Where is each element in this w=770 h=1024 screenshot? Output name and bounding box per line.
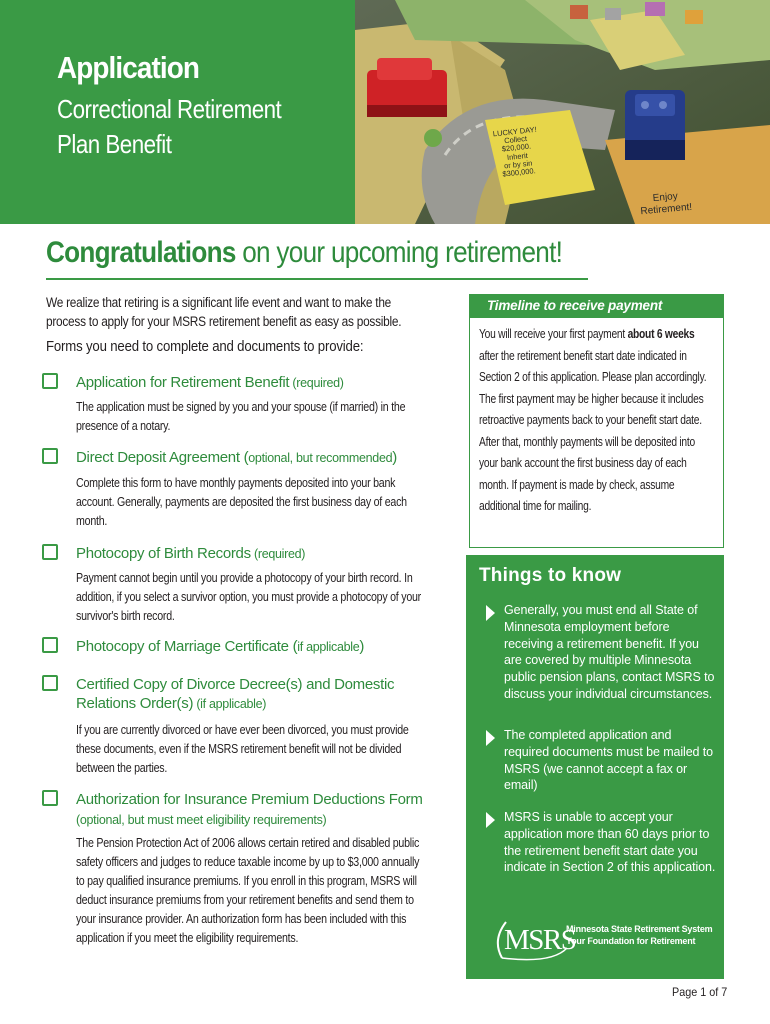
item-description: Complete this form to have monthly payments deposited into your bank account. Generally, payments are deposited the first business day of each month.: [76, 475, 407, 528]
checkbox-application[interactable]: [42, 373, 58, 389]
item-description: The application must be signed by you and your spouse (if married) in the presence of a notary.: [76, 399, 406, 433]
forms-heading: Forms you need to complete and documents to provide:: [46, 338, 364, 355]
headline-divider: [46, 278, 588, 280]
item-note: (optional, but must meet eligibility requirements): [76, 813, 327, 827]
intro-paragraph: We realize that retiring is a significant life event and want to make the process to apply for your MSRS retirement benefit as easy as possible.: [46, 295, 402, 329]
checkbox-direct-deposit[interactable]: [42, 448, 58, 464]
know-bullet-text: Generally, you must end all State of Minnesota employment before receiving a retirement benefit. If you are covered by multiple Minnesota public pension plans, contact MSRS to discuss your individual circumstances.: [504, 603, 715, 701]
item-title: [76, 448, 456, 468]
item-title-end: ): [392, 449, 397, 466]
headline: [46, 236, 562, 270]
item-title-end: ): [359, 638, 365, 655]
headline-bold: Congratulations: [46, 236, 236, 269]
know-bullet-text: MSRS is unable to accept your application more than 60 days prior to the retirement benefit start date you indicate in Section 2 of this application.: [504, 810, 716, 875]
page-subtitle: Correctional Retirement Plan Benefit: [57, 94, 282, 159]
timeline-text: [479, 324, 709, 518]
item-title-text: Authorization for Insurance Premium Deductions Form: [76, 791, 423, 808]
logo-line1: Minnesota State Retirement System: [566, 924, 713, 934]
timeline-text-start: You will receive your first payment: [479, 327, 628, 341]
things-to-know-title: Things to know: [479, 565, 622, 586]
item-title-text: Certified Copy of Divorce Decree(s) and Domestic Relations Order(s): [76, 676, 395, 712]
item-title: [76, 544, 456, 564]
logo-mark: MSRS: [504, 924, 576, 956]
timeline-text-bold: about 6 weeks: [627, 327, 695, 341]
item-title: [76, 373, 456, 393]
item-title: [76, 675, 436, 714]
board-game-photo: [355, 0, 770, 224]
enjoy-retirement-tile-text: Enjoy Retirement!: [640, 190, 693, 218]
know-bullet-text: The completed application and required documents must be mailed to MSRS (we cannot accept a fax or email): [504, 728, 714, 793]
item-description: Payment cannot begin until you provide a photocopy of your birth record. In addition, if you select a survivor option, you must provide a photocopy of your survivor's birth record.: [76, 570, 421, 623]
item-title-text: Application for Retirement Benefit: [76, 374, 290, 391]
item-description: If you are currently divorced or have ever been divorced, you must provide these documents, even if the MSRS retirement benefit will not be divided between the parties.: [76, 722, 409, 775]
item-title: [76, 790, 426, 830]
page-title: Application: [57, 50, 200, 85]
page-number: Page 1 of 7: [672, 985, 728, 999]
msrs-logo: [492, 918, 717, 962]
lucky-day-card-text: LUCKY DAY! Collect $20,000. Inherit or by sin $300,000.: [492, 124, 538, 179]
item-title-text: Direct Deposit Agreement (: [76, 449, 249, 466]
item-note: (if applicable): [193, 697, 267, 711]
item-note: (required): [250, 547, 306, 561]
logo-line2: Your Foundation for Retirement: [566, 936, 696, 946]
item-note: (required): [289, 376, 344, 390]
item-title-text: Photocopy of Birth Records: [76, 545, 251, 562]
triangle-bullet-icon: [486, 812, 495, 828]
checkbox-birth-records[interactable]: [42, 544, 58, 560]
header-banner: [0, 0, 770, 224]
item-note: if applicable: [297, 640, 360, 654]
item-note: optional, but recommended: [248, 451, 393, 465]
timeline-header: Timeline to receive payment: [469, 294, 724, 318]
timeline-text-end: after the retirement benefit start date indicated in Section 2 of this application. Please plan accordingly. The first payment may be higher because it includes retroactive payments back to your benefit start date. After that, monthly payments will be deposited into your bank account the first business day of each month. If payment is made by check, assume additional time for mailing.: [479, 348, 707, 513]
item-description: The Pension Protection Act of 2006 allows certain retired and disabled public safety officers and judges to reduce taxable income by up to $3,000 annually to pay qualified insurance premiums. If you enroll in this program, MSRS will deduct insurance premiums from your retirement benefits and send them to your insurance provider. An authorization form has been included with this application if you meet the eligibility requirements.: [76, 835, 420, 945]
triangle-bullet-icon: [486, 730, 495, 746]
triangle-bullet-icon: [486, 605, 495, 621]
item-title: [76, 637, 456, 657]
checkbox-insurance-deductions[interactable]: [42, 790, 58, 806]
headline-rest: on your upcoming retirement!: [235, 236, 563, 269]
checkbox-divorce-decree[interactable]: [42, 675, 58, 691]
checkbox-marriage-certificate[interactable]: [42, 637, 58, 653]
item-title-text: Photocopy of Marriage Certificate (: [76, 638, 298, 655]
